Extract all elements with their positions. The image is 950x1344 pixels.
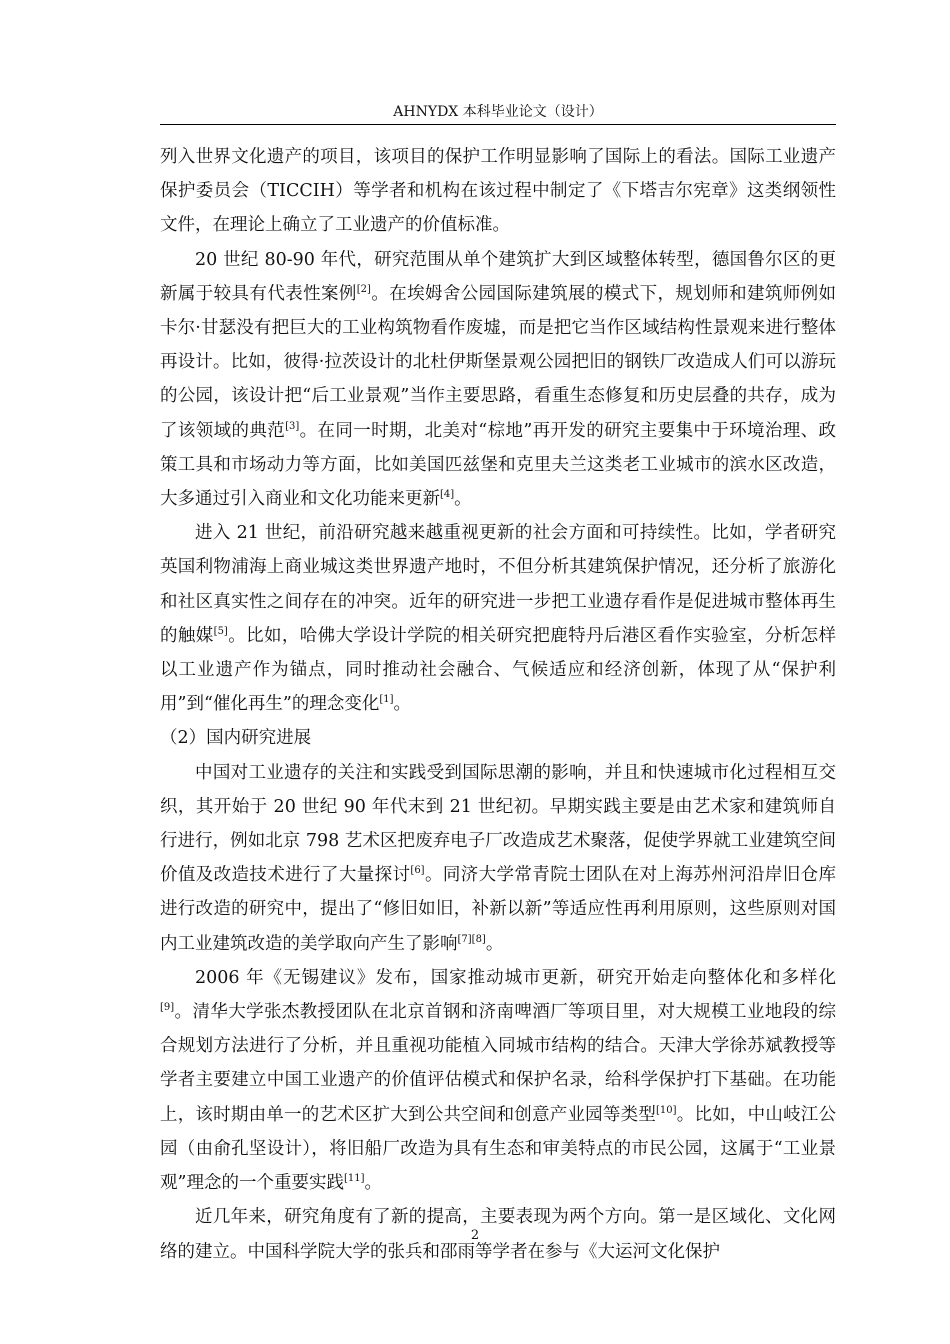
header-divider xyxy=(160,124,836,125)
text-run: 。清华大学张杰教授团队在北京首钢和济南啤酒厂等项目里，对大规模工业地段的综合规划方法进行了分析，并且重视功能植入同城市结构的结合。天津大学徐苏斌教授等学者主要建立中国工业遗产的价值评估模式和保护名录，给科学保护打下基础。在功能上，该时期由单一的艺术区扩大到公共空间和创意产业园等类型 xyxy=(160,1002,836,1125)
citation-ref: [4] xyxy=(440,489,455,501)
section-heading xyxy=(160,721,836,755)
text-run: 中国对工业遗存的关注和实践受到国际思潮的影响，并且和快速城市化过程相互交织，其开始于 20 世纪 90 年代末到 21 世纪初。早期实践主要是由艺术家和建筑师自行进行，例如北京 798 艺术区把废弃电子厂改造成艺术聚落，促使学界就工业建筑空间价值及改造技术进行了大量探讨 xyxy=(160,762,836,886)
text-run: 。 xyxy=(364,1173,382,1194)
text-run: 进入 21 世纪，前沿研究越来越重视更新的社会方面和可持续性。比如，学者研究英国利物浦海上商业城这类世界遗产地时，不但分析其建筑保护情况，还分析了旅游化和社区真实性之间存在的冲突。近年的研究进一步把工业遗存看作是促进城市整体再生的触媒 xyxy=(160,523,836,646)
text-run: 。比如，中山岐江公园（由俞孔坚设计），将旧船厂改造为具有生态和审美特点的市民公园，这属于“工业景观”理念的一个重要实践 xyxy=(160,1104,837,1194)
text-run: 。 xyxy=(393,694,412,715)
text-run: 。 xyxy=(454,489,472,510)
text-run: 。 xyxy=(485,933,504,954)
text-run: 2006 年《无锡建议》发布，国家推动城市更新，研究开始走向整体化和多样化 xyxy=(195,967,836,988)
paragraph xyxy=(160,756,836,961)
running-header: AHNYDX 本科毕业论文（设计） xyxy=(393,104,603,120)
citation-ref: [6] xyxy=(410,865,425,877)
text-run: 列入世界文化遗产的项目，该项目的保护工作明显影响了国际上的看法。国际工业遗产保护委员会（TICCIH）等学者和机构在该过程中制定了《下塔吉尔宪章》这类纲领性文件，在理论上确立了工业遗产的价值标准。 xyxy=(160,147,836,236)
text-run: 。在同一时期，北美对“棕地”再开发的研究主要集中于环境治理、政策工具和市场动力等方面，比如美国匹兹堡和克里夫兰这类老工业城市的滨水区改造，大多通过引入商业和文化功能来更新 xyxy=(160,420,836,510)
text-run: （2）国内研究进展 xyxy=(160,728,312,749)
text-run: 。同济大学常青院士团队在对上海苏州河沿岸旧仓库进行改造的研究中，提出了“修旧如旧，补新以新”等适应性再利用原则，这些原则对国内工业建筑改造的美学取向产生了影响 xyxy=(160,865,836,954)
text-run: 近几年来，研究角度有了新的提高，主要表现为两个方向。第一是区域化、文化网络的建立。中国科学院大学的张兵和邵雨等学者在参与《大运河文化保护 xyxy=(160,1207,836,1262)
text-run: 。比如，哈佛大学设计学院的相关研究把鹿特丹后港区看作实验室，分析怎样以工业遗产作为锚点，同时推动社会融合、气候适应和经济创新，体现了从“保护利用”到“催化再生”的理念变化 xyxy=(160,625,837,715)
paragraph xyxy=(160,516,836,721)
text-run: 20 世纪 80-90 年代，研究范围从单个建筑扩大到区域整体转型，德国鲁尔区的更新属于较具有代表性案例 xyxy=(160,249,836,304)
citation-ref: [7][8] xyxy=(457,933,486,945)
citation-ref: [1] xyxy=(379,694,394,706)
page-number: 2 xyxy=(470,1228,480,1243)
citation-ref: [10] xyxy=(656,1104,677,1116)
citation-ref: [2] xyxy=(356,283,371,295)
citation-ref: [5] xyxy=(213,625,228,637)
paragraph xyxy=(160,243,836,517)
citation-ref: [9] xyxy=(160,1002,175,1014)
paragraph xyxy=(160,961,836,1200)
text-run: 。在埃姆舍公园国际建筑展的模式下，规划师和建筑师例如卡尔·甘瑟没有把巨大的工业构筑物看作废墟，而是把它当作区域结构性景观来进行整体再设计。比如，彼得·拉茨设计的北杜伊斯堡景观公园把旧的钢铁厂改造成人们可以游玩的公园，该设计把“后工业景观”当作主要思路，看重生态修复和历史层叠的共存，成为了该领域的典范 xyxy=(160,283,837,441)
body-text xyxy=(160,140,836,1269)
citation-ref: [11] xyxy=(343,1173,365,1185)
citation-ref: [3] xyxy=(285,420,300,432)
paragraph xyxy=(160,140,836,243)
